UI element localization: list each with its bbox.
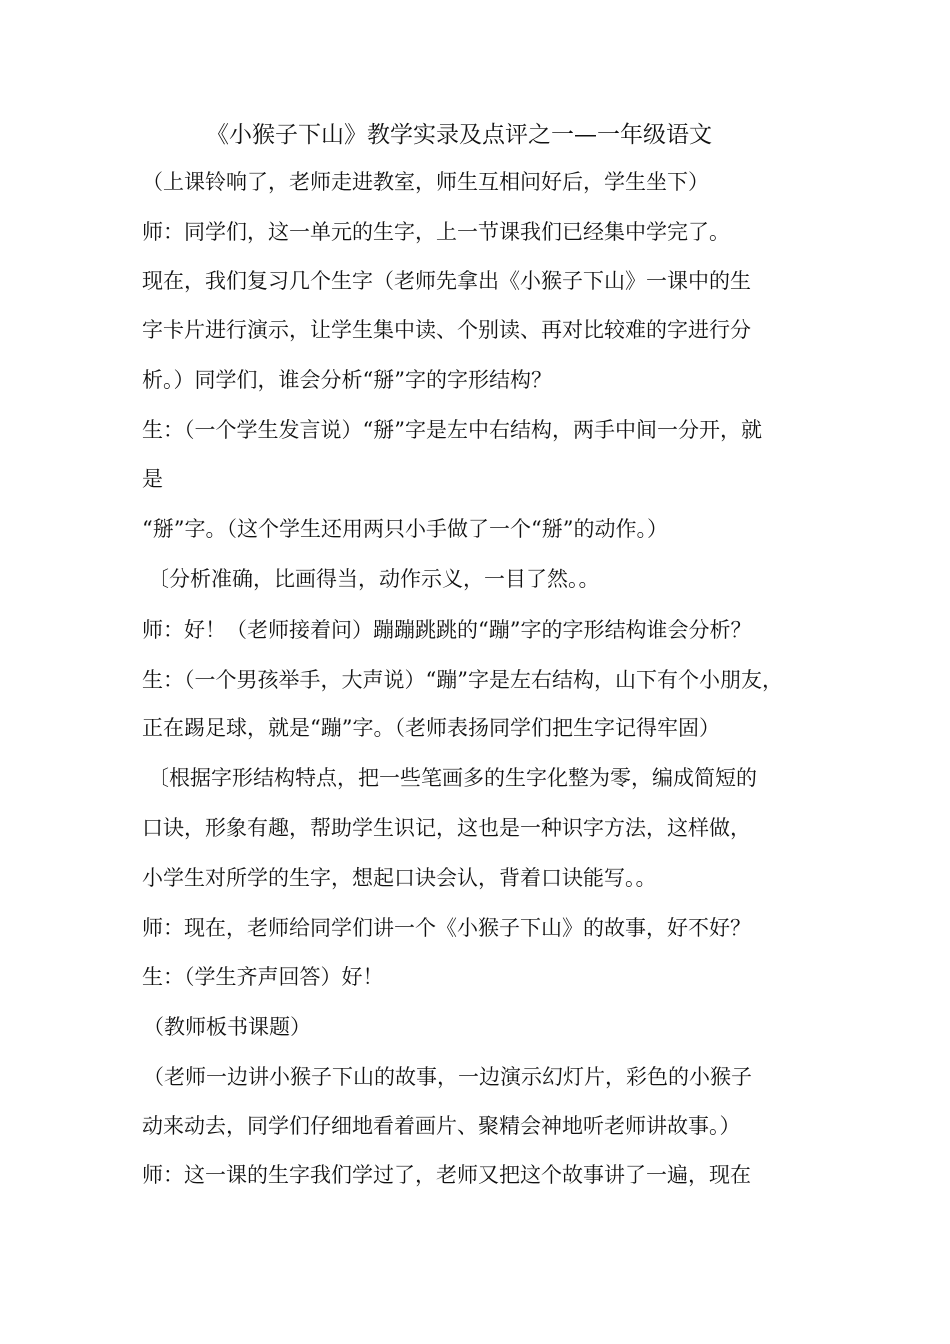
text-line: 生：（一个学生发言说）“掰”字是左中右结构，两手中间一分开，就 bbox=[142, 418, 762, 442]
text-line: （老师一边讲小猴子下山的故事，一边演示幻灯片，彩色的小猴子 bbox=[143, 1065, 752, 1089]
text-line: 师：好！（老师接着问）蹦蹦跳跳的“蹦”字的字形结构谁会分析？ bbox=[142, 618, 752, 642]
text-line: 析。）同学们，谁会分析“掰”字的字形结构？ bbox=[142, 368, 552, 392]
text-line: 小学生对所学的生字，想起口诀会认，背着口诀能写。。 bbox=[142, 866, 657, 890]
comment-line: 〔分析准确，比画得当，动作示义，一目了然。。 bbox=[148, 567, 600, 591]
text-line: 生：（一个男孩举手，大声说）“蹦”字是左右结构，山下有个小朋友， bbox=[142, 668, 783, 692]
text-line: 正在踢足球，就是“蹦”字。（老师表扬同学们把生字记得牢固） bbox=[142, 716, 720, 740]
text-line: 生：（学生齐声回答）好！ bbox=[142, 965, 384, 989]
text-line: 字卡片进行演示，让学生集中读、个别读、再对比较难的字进行分 bbox=[142, 318, 751, 342]
text-line: 是 bbox=[142, 467, 163, 491]
text-line: “掰”字。（这个学生还用两只小手做了一个“掰”的动作。） bbox=[142, 517, 668, 541]
text-line: 口诀，形象有趣，帮助学生识记，这也是一种识字方法，这样做， bbox=[142, 816, 751, 840]
text-line: （上课铃响了，老师走进教室，师生互相问好后，学生坐下） bbox=[142, 170, 709, 194]
text-line: 师：这一课的生字我们学过了，老师又把这个故事讲了一遍，现在 bbox=[142, 1163, 751, 1187]
comment-line: 〔根据字形结构特点，把一些笔画多的生字化整为零，编成简短的 bbox=[148, 766, 757, 790]
text-line: 师：同学们，这一单元的生字，上一节课我们已经集中学完了。 bbox=[142, 220, 730, 244]
text-line: 师：现在，老师给同学们讲一个《小猴子下山》的故事，好不好？ bbox=[142, 916, 751, 940]
text-line: 现在，我们复习几个生字（老师先拿出《小猴子下山》一课中的生 bbox=[142, 269, 751, 293]
text-line: 动来动去，同学们仔细地看着画片、聚精会神地听老师讲故事。） bbox=[142, 1114, 741, 1138]
document-title: 《小猴子下山》教学实录及点评之一—一年级语文 bbox=[206, 122, 712, 148]
text-line: （教师板书课题） bbox=[143, 1015, 311, 1039]
